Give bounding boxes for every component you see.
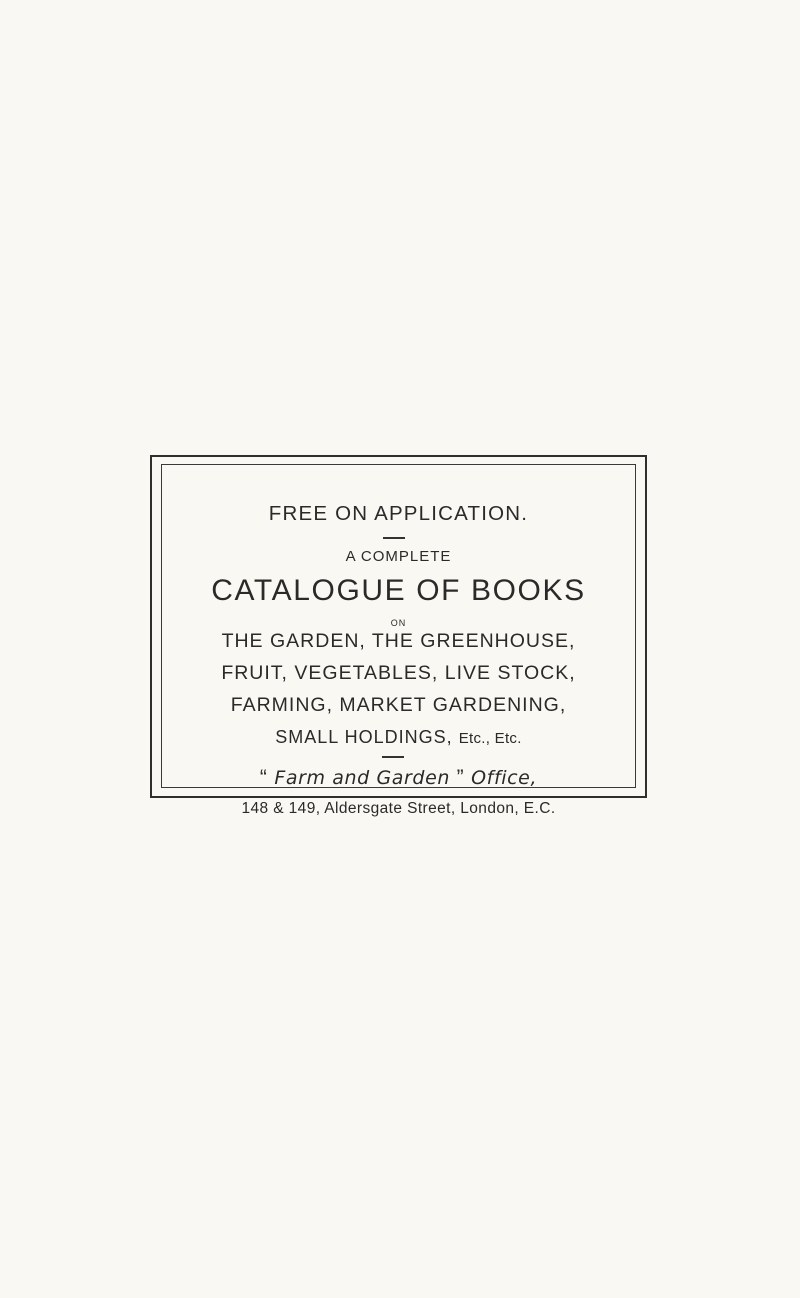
divider-rule — [383, 537, 405, 539]
topic-line: THE GARDEN, THE GREENHOUSE, — [221, 630, 576, 652]
open-quote: “ — [259, 766, 268, 789]
office-line — [152, 766, 645, 790]
divider-rule — [382, 756, 404, 758]
connector-word: ON — [390, 618, 407, 628]
close-quote: ” — [456, 766, 465, 789]
border-frame-outer — [150, 455, 647, 817]
last-topic: SMALL HOLDINGS, — [275, 727, 453, 747]
address: 148 & 149, Aldersgate Street, London, E.C. — [241, 800, 556, 817]
topic-line: FARMING, MARKET GARDENING, — [230, 694, 567, 716]
topic-line-last — [152, 727, 645, 748]
subheading: A COMPLETE — [345, 548, 452, 565]
topic-line: FRUIT, VEGETABLES, LIVE STOCK, — [221, 662, 576, 684]
catalogue-title: CATALOGUE OF BOOKS — [211, 574, 586, 607]
heading: FREE ON APPLICATION. — [268, 502, 529, 525]
office-name: Farm and Garden — [274, 767, 451, 789]
office-word: Office, — [471, 767, 538, 789]
etc-text: Etc., Etc. — [458, 730, 522, 747]
